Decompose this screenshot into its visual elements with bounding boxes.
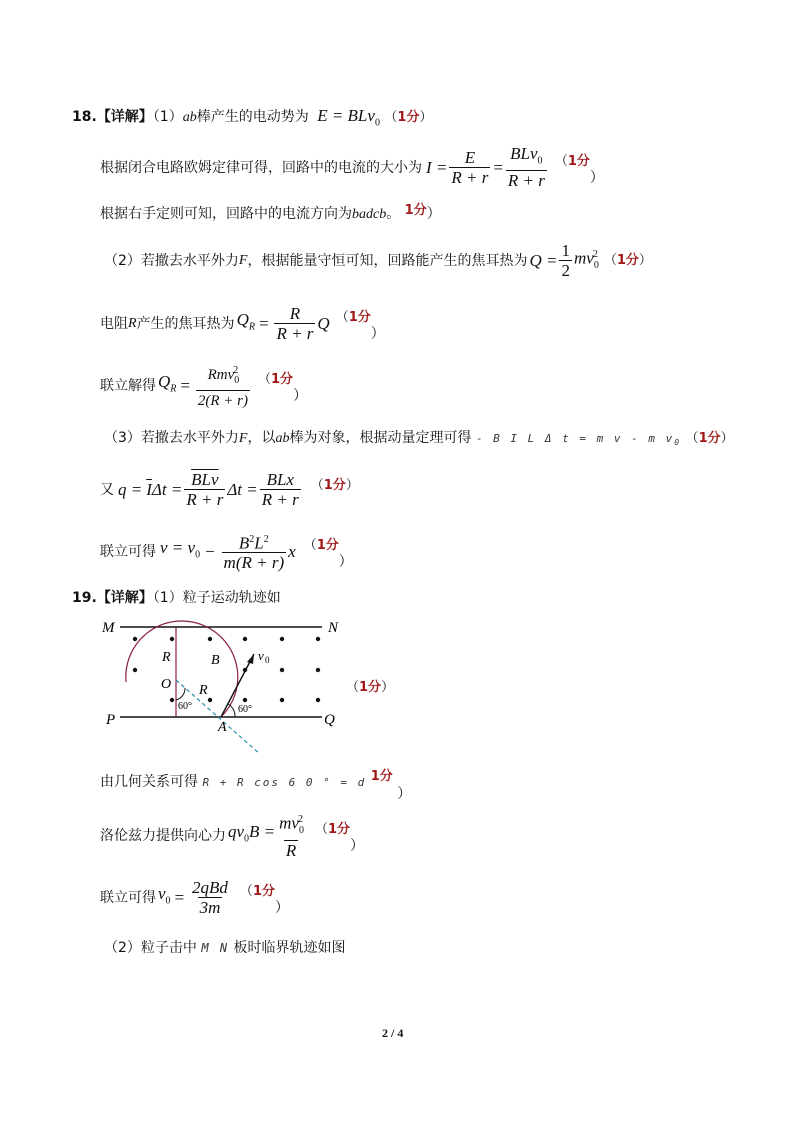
q-lhs: q = (118, 480, 143, 499)
paren: ） (589, 170, 604, 186)
label-angle2: 60° (238, 704, 252, 715)
text: 板时临界轨迹如图 (233, 940, 346, 956)
v0-lhs: $v_0$ (158, 884, 171, 907)
frac-BLx: $\frac{\text{BLx}}{R + r}$ (261, 469, 299, 509)
frac-Rmv-over-2Rr: $\frac{Rmv_0^2}{2(R + r)}$ (197, 364, 248, 409)
QR-lhs: $Q_R$ (158, 372, 177, 395)
label-N: N (328, 620, 339, 636)
dt: Δt = (151, 480, 183, 499)
F-var: F (238, 253, 248, 268)
text: （1）粒子运动轨迹如 (152, 590, 281, 606)
score-mark: 1分 (370, 769, 393, 784)
I-bar: $\overline{I}$ (146, 480, 152, 499)
score-mark: （1分） (310, 478, 359, 493)
text: 又 (100, 482, 114, 498)
QR-lhs: $Q_R$ (236, 310, 255, 333)
field-dots (133, 637, 320, 702)
period: 。 (386, 206, 401, 222)
angle-arc-2 (228, 704, 235, 717)
paren: ） (350, 838, 365, 854)
q19-line5 (104, 938, 346, 958)
text: ，以 (247, 430, 276, 446)
score-mark: （1分） (603, 253, 652, 268)
text: 棒为对象，根据动量定理可得 (289, 430, 472, 446)
q18-line1 (72, 106, 432, 133)
label-A: A (218, 720, 227, 735)
text: 产生的焦耳热为 (136, 316, 235, 332)
Q-lhs: Q = (529, 251, 558, 270)
angle-arc-1 (176, 688, 185, 700)
direction-var: badcb (352, 207, 387, 222)
emf-equation: E = BLv$_0$ (317, 106, 380, 129)
score-mark-diagram: （1分） (346, 680, 395, 695)
frac-B2L2: $\frac{B^2L^2}{m(R + r)}$ (223, 533, 285, 573)
q19-tag: 【详解】 (96, 590, 153, 606)
text: （2）若撤去水平外力 (104, 253, 239, 269)
paren: ） (293, 388, 308, 404)
text: 电阻 (100, 316, 128, 332)
frac-half: $\frac{1}{2}$ (561, 240, 570, 280)
minus: − (204, 542, 216, 561)
Q-rhs: $mv_0^2$ (573, 249, 599, 272)
equals: = (257, 314, 270, 333)
text: 根据右手定则可知，回路中的电流方向为 (100, 206, 352, 222)
label-R1: R (162, 650, 171, 665)
label-v0-sub: 0 (265, 655, 270, 665)
text: 洛伦兹力提供向心力 (100, 828, 226, 844)
frac-BLv-bar: $\frac{\overline{BLv}}{R + r}$ (186, 469, 224, 509)
x-var: x (288, 542, 296, 561)
paren: ） (338, 554, 353, 570)
paren: ） (274, 900, 289, 916)
text: 联立可得 (100, 890, 156, 906)
v-lhs: $v = v_0$ (160, 538, 201, 561)
q18-line6 (100, 362, 307, 410)
q19-line2 (100, 769, 412, 802)
I-lhs: I = (426, 158, 448, 177)
F-var: F (238, 431, 248, 446)
text: 由几何关系可得 (100, 774, 198, 790)
label-R2: R (199, 683, 208, 698)
geometry-equation: R + R cos 6 0 ° = d (202, 776, 367, 789)
label-Q: Q (324, 712, 335, 728)
q18-line5 (100, 300, 385, 348)
text: （2）粒子击中 (104, 940, 197, 956)
ab-var: ab (182, 110, 197, 125)
ab-var: ab (275, 431, 290, 446)
part-label: （1） (152, 109, 183, 125)
q18-line7 (104, 428, 734, 453)
text: （3）若撤去水平外力 (104, 430, 239, 446)
paren: ） (370, 326, 385, 342)
text: ，根据能量守恒可知，回路能产生的焦耳热为 (247, 253, 528, 269)
label-angle1: 60° (178, 701, 192, 712)
R-var: R (128, 316, 137, 331)
text: 联立解得 (100, 378, 156, 394)
score-mark: 1分 (404, 203, 427, 218)
q19-line3 (100, 812, 364, 860)
score-mark: （1分 (314, 822, 351, 837)
equals: = (173, 888, 186, 907)
label-B: B (211, 653, 220, 668)
q19-number: 19. (72, 590, 97, 606)
score-mark: （1分） (685, 431, 734, 446)
label-O: O (161, 677, 172, 692)
score-mark: （1分 (258, 372, 294, 387)
q18-line4 (104, 242, 652, 280)
paren: ） (426, 206, 441, 222)
q18-line2 (100, 143, 604, 191)
label-v0: v (258, 648, 264, 663)
score-mark: （1分） (384, 110, 433, 125)
q19-line4 (100, 874, 289, 922)
page-number: 2 / 4 (382, 1026, 404, 1040)
text: 联立可得 (100, 544, 156, 560)
text: 根据闭合电路欧姆定律可得，回路中的电流的大小为 (100, 160, 422, 176)
equals: = (179, 376, 191, 395)
Q-var: Q (317, 314, 330, 333)
lorentz-lhs: $qv_0B$ = (228, 822, 276, 845)
momentum-equation: - B I L Δ t = m v - m $v_0$ (475, 432, 682, 448)
MN-label: M N (201, 941, 230, 955)
q19-line1 (72, 588, 281, 608)
dt: Δt = (227, 480, 258, 499)
score-mark: （1分 (239, 884, 275, 899)
label-P: P (106, 712, 116, 728)
frac-mv2-over-R: $\frac{mv_0^2}{R}$ (279, 813, 304, 861)
q18-line9 (100, 526, 353, 578)
equals: = (492, 158, 504, 177)
frac-BLv-over-Rr: $\frac{BLv_0}{R + r}$ (507, 143, 545, 191)
text: 棒产生的电动势为 (196, 109, 309, 125)
label-M: M (102, 620, 115, 636)
q18-line3 (100, 204, 441, 225)
score-mark: （1分 (303, 538, 339, 553)
frac-E-over-Rr: $\frac{E}{R + r}$ (451, 147, 489, 187)
score-mark: （1分 (554, 154, 590, 169)
frac-2qBd-over-3m: $\frac{\text{2qBd}}{3m}$ (192, 877, 228, 917)
q18-number: 18. (72, 109, 97, 125)
q18-line8 (100, 466, 359, 514)
q18-tag: 【详解】 (96, 109, 153, 125)
paren: ） (397, 786, 412, 802)
frac-R-over-Rr: $\frac{R}{R + r}$ (276, 303, 314, 343)
score-mark: （1分 (335, 310, 371, 325)
